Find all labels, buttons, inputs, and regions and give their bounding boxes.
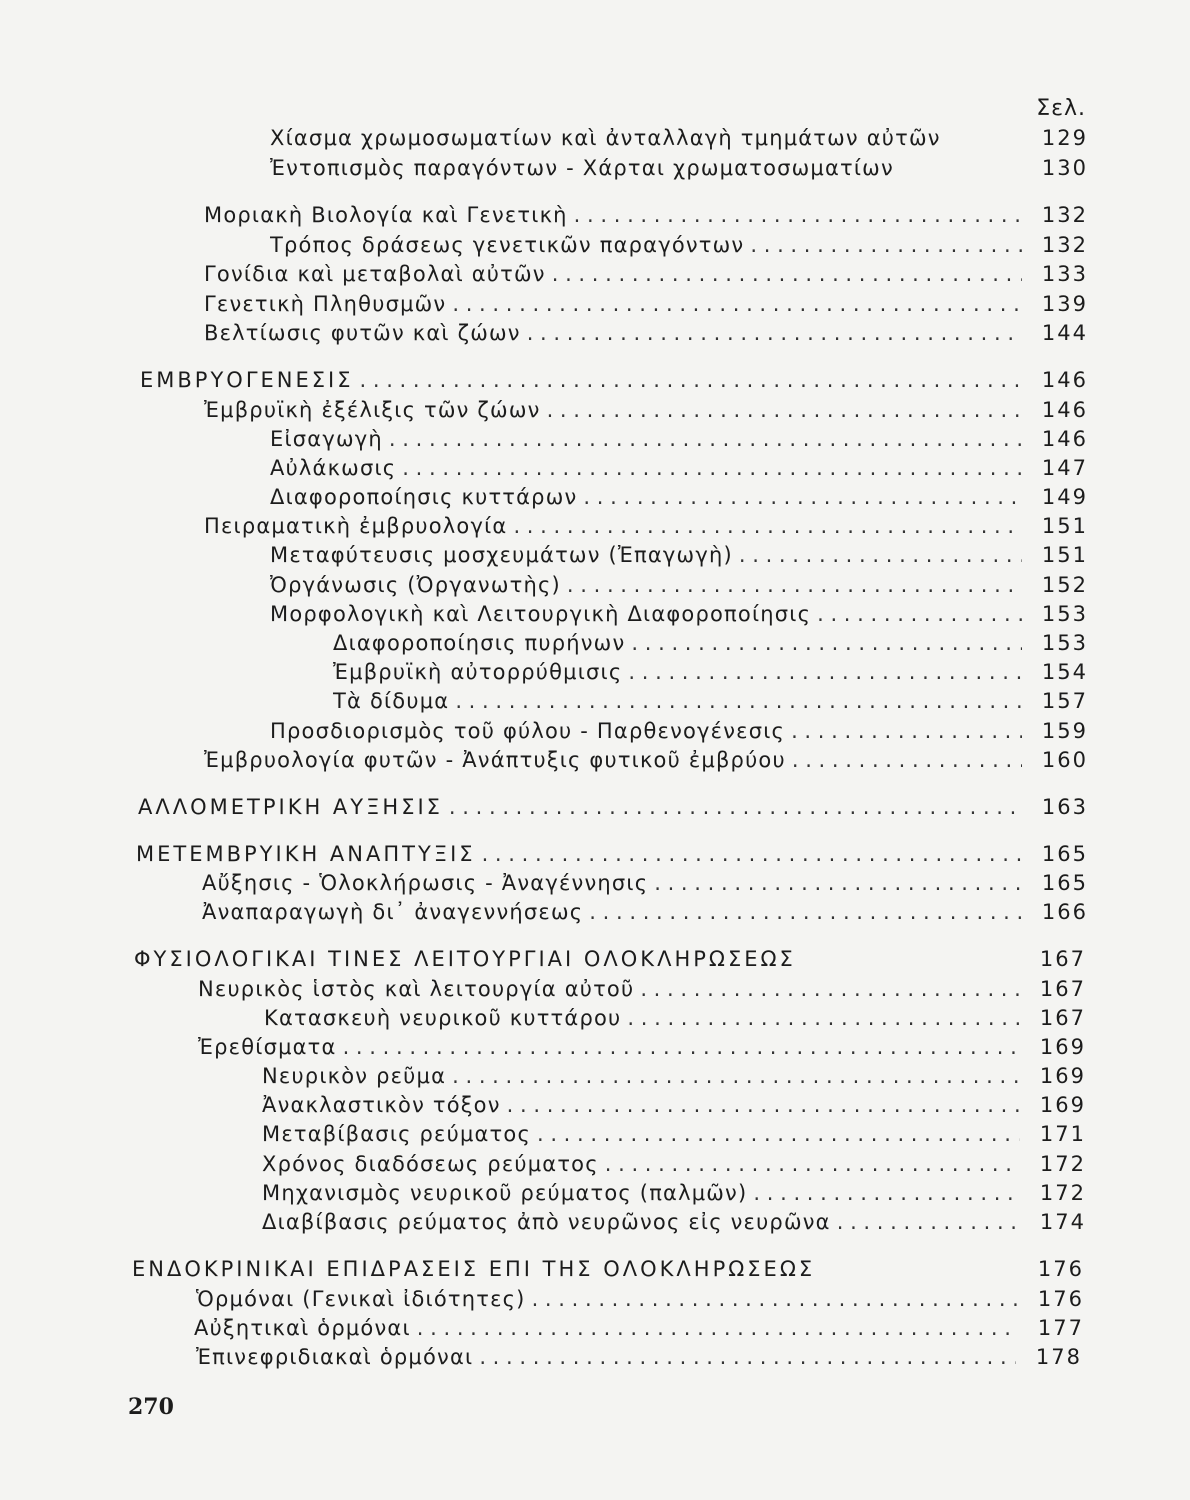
toc-leader-dots [479, 1345, 1016, 1369]
toc-entry-title: Αὐξητικαὶ ὁρμόναι [194, 1316, 411, 1340]
toc-entry [270, 427, 1088, 457]
toc-entry-page: 167 [1039, 977, 1086, 1001]
toc-entry-title: Γενετικὴ Πληθυσμῶν [204, 292, 447, 316]
toc-entry-page: 153 [1041, 602, 1088, 626]
toc-entry [204, 398, 1088, 428]
toc-section-title: ΕΜΒΡΥΟΓΕΝΕΣΙΣ [140, 368, 354, 392]
toc-entry-page: 174 [1039, 1210, 1086, 1234]
toc-leader-dots [389, 427, 1022, 451]
toc-section [134, 947, 1086, 977]
toc-entry-page: 146 [1041, 368, 1088, 392]
toc-entry-page: 139 [1041, 292, 1088, 316]
toc-entry-title: Κατασκευὴ νευρικοῦ κυττάρου [264, 1006, 622, 1030]
toc-entry [270, 719, 1088, 749]
toc-leader-dots [791, 719, 1022, 743]
toc-section [136, 842, 1088, 872]
toc-entry-title: Αὔξησις - Ὁλοκλήρωσις - Ἀναγέννησις [202, 871, 649, 895]
toc-entry-page: 169 [1039, 1064, 1086, 1088]
toc-leader-dots [449, 795, 1022, 819]
toc-leader-dots [753, 1181, 1020, 1205]
toc-leader-dots [552, 262, 1022, 286]
toc-leader-dots [507, 1093, 1020, 1117]
toc-entry [333, 631, 1088, 661]
toc-leader-dots [574, 203, 1022, 227]
toc-entry [270, 233, 1088, 263]
toc-section [140, 368, 1088, 398]
toc-entry-page: 149 [1041, 485, 1088, 509]
toc-leader-dots [452, 1064, 1020, 1088]
toc-entry-page: 146 [1041, 398, 1088, 422]
toc-entry-title: Ὀργάνωσις (Ὀργανωτὴς) [270, 573, 561, 597]
toc-entry [262, 1210, 1086, 1240]
toc-entry [262, 1122, 1086, 1152]
toc-entry-page: 166 [1041, 900, 1088, 924]
toc-entry-page: 167 [1039, 1006, 1086, 1030]
toc-section [132, 1257, 1084, 1287]
toc-leader-dots [640, 977, 1020, 1001]
toc-entry-title: Βελτίωσις φυτῶν καὶ ζώων [204, 321, 521, 345]
toc-entry-page: 176 [1037, 1287, 1084, 1311]
toc-entry [198, 977, 1086, 1007]
toc-entry-page: 172 [1039, 1152, 1086, 1176]
toc-entry-title: Μορφολογικὴ καὶ Λειτουργικὴ Διαφοροποίησις [270, 602, 812, 626]
toc-entry-page: 159 [1041, 719, 1088, 743]
toc-entry-title: Μοριακὴ Βιολογία καὶ Γενετικὴ [204, 203, 568, 227]
toc-leader-dots [605, 1152, 1020, 1176]
toc-entry-title: Εἰσαγωγὴ [270, 427, 383, 451]
toc-entry-title: Μεταφύτευσις μοσχευμάτων (Ἐπαγωγὴ) [270, 543, 733, 567]
toc-entry-page: 144 [1041, 321, 1088, 345]
toc-leader-dots [547, 398, 1022, 422]
toc-entry-title: Νευρικὸν ρεῦμα [262, 1064, 447, 1088]
toc-entry-title: Πειραματικὴ ἐμβρυολογία [204, 514, 508, 538]
toc-entry [264, 1006, 1086, 1036]
toc-entry [270, 573, 1088, 603]
toc-entry [270, 456, 1088, 486]
toc-entry-title: Μεταβίβασις ρεύματος [262, 1122, 531, 1146]
toc-entry-page: 151 [1041, 514, 1088, 538]
toc-section-title: ΕΝΔΟΚΡΙΝΙΚΑΙ ΕΠΙΔΡΑΣΕΙΣ ΕΠΙ ΤΗΣ ΟΛΟΚΛΗΡΩΣΕΩΣ [132, 1257, 816, 1281]
toc-entry-page: 157 [1041, 689, 1088, 713]
toc-entry [333, 660, 1088, 690]
toc-entry [262, 1064, 1086, 1094]
toc-entry [270, 602, 1088, 632]
toc-leader-dots [583, 485, 1022, 509]
toc-entry [262, 1181, 1086, 1211]
toc-entry [262, 1152, 1086, 1182]
toc-entry-title: Προσδιορισμὸς τοῦ φύλου - Παρθενογένεσις [270, 719, 786, 743]
toc-entry-title: Ὁρμόναι (Γενικαὶ ἰδιότητες) [196, 1287, 526, 1311]
toc-entry-title: Τρόπος δράσεως γενετικῶν παραγόντων [270, 233, 745, 257]
toc-entry-page: 160 [1041, 748, 1088, 772]
toc-leader-dots [628, 660, 1022, 684]
toc-entry-title: Διαφοροποίησις πυρήνων [333, 631, 626, 655]
toc-entry-title: Διαφοροποίησις κυττάρων [270, 485, 578, 509]
toc-entry-page: 169 [1039, 1093, 1086, 1117]
toc-entry-page: 151 [1041, 543, 1088, 567]
toc-entry-page: 129 [1041, 126, 1088, 150]
toc-entry-page: 130 [1041, 156, 1088, 180]
toc-leader-dots [537, 1122, 1020, 1146]
toc-entry [270, 156, 1088, 186]
toc-entry [204, 514, 1088, 544]
toc-section-title: ΑΛΛΟΜΕΤΡΙΚΗ ΑΥΞΗΣΙΣ [138, 795, 443, 819]
page-number: 270 [128, 1394, 174, 1420]
toc-entry-page: 172 [1039, 1181, 1086, 1205]
toc-entry [204, 203, 1088, 233]
toc-entry-title: Ἐπινεφριδιακαὶ ὁρμόναι [196, 1345, 474, 1369]
toc-entry-page: 132 [1041, 233, 1088, 257]
toc-entry-page: 167 [1039, 947, 1086, 971]
toc-entry-page: 177 [1037, 1316, 1084, 1340]
toc-entry-page: 163 [1041, 795, 1088, 819]
page-column-header: Σελ. [1036, 96, 1086, 121]
toc-leader-dots [455, 689, 1022, 713]
toc-entry-title: Ἀναπαραγωγὴ δι᾽ ἀναγεννήσεως [202, 900, 584, 924]
toc-leader-dots [792, 748, 1022, 772]
toc-entry [270, 126, 1088, 156]
toc-entry [262, 1093, 1086, 1123]
toc-entry-title: Γονίδια καὶ μεταβολαὶ αὐτῶν [204, 262, 546, 286]
toc-section-title: ΜΕΤΕΜΒΡΥΙΚΗ ΑΝΑΠΤΥΞΙΣ [136, 842, 476, 866]
toc-leader-dots [750, 233, 1022, 257]
toc-entry-page: 132 [1041, 203, 1088, 227]
toc-entry [270, 543, 1088, 573]
toc-entry [196, 1287, 1084, 1317]
toc-entry [204, 748, 1088, 778]
toc-entry-page: 133 [1041, 262, 1088, 286]
toc-leader-dots [452, 292, 1022, 316]
toc-entry-page: 171 [1039, 1122, 1086, 1146]
toc-leader-dots [513, 514, 1022, 538]
toc-entry-page: 178 [1035, 1345, 1082, 1369]
toc-entry-title: Ἐντοπισμὸς παραγόντων - Χάρται χρωματοσωματίων [270, 156, 894, 180]
toc-entry-title: Μηχανισμὸς νευρικοῦ ρεύματος (παλμῶν) [262, 1181, 748, 1205]
toc-leader-dots [654, 871, 1022, 895]
toc-entry-page: 176 [1037, 1257, 1084, 1281]
toc-entry [194, 1316, 1084, 1346]
toc-entry [204, 292, 1088, 322]
toc-entry-title: Ἐμβρυϊκὴ ἐξέλιξις τῶν ζώων [204, 398, 541, 422]
toc-leader-dots [343, 1035, 1020, 1059]
toc-leader-dots [631, 631, 1022, 655]
toc-entry-title: Ἐμβρυϊκὴ αὐτορρύθμισις [333, 660, 623, 684]
toc-leader-dots [739, 543, 1022, 567]
toc-section [138, 795, 1088, 825]
toc-leader-dots [360, 368, 1023, 392]
toc-entry [204, 321, 1088, 351]
toc-leader-dots [417, 1316, 1018, 1340]
toc-entry-title: Ἐρεθίσματα [198, 1035, 337, 1059]
toc-entry [202, 900, 1088, 930]
toc-leader-dots [837, 1210, 1020, 1234]
toc-entry-title: Χίασμα χρωμοσωματίων καὶ ἀνταλλαγὴ τμημάτων αὐτῶν [270, 126, 941, 150]
toc-leader-dots [482, 842, 1022, 866]
toc-entry-page: 169 [1039, 1035, 1086, 1059]
toc-entry-title: Χρόνος διαδόσεως ρεύματος [262, 1152, 599, 1176]
toc-entry [333, 689, 1088, 719]
toc-entry [270, 485, 1088, 515]
toc-entry-page: 153 [1041, 631, 1088, 655]
toc-leader-dots [532, 1287, 1018, 1311]
toc-section-title: ΦΥΣΙΟΛΟΓΙΚΑΙ ΤΙΝΕΣ ΛΕΙΤΟΥΡΓΙΑΙ ΟΛΟΚΛΗΡΩΣΕΩΣ [134, 947, 796, 971]
toc-leader-dots [627, 1006, 1020, 1030]
toc-entry-page: 154 [1041, 660, 1088, 684]
toc-entry-page: 146 [1041, 427, 1088, 451]
toc-entry [204, 262, 1088, 292]
toc-leader-dots [527, 321, 1022, 345]
toc-entry-title: Διαβίβασις ρεύματος ἀπὸ νευρῶνος εἰς νευρῶνα [262, 1210, 831, 1234]
toc-leader-dots [402, 456, 1022, 480]
toc-entry [202, 871, 1088, 901]
toc-entry [196, 1345, 1082, 1375]
toc-entry-title: Τὰ δίδυμα [333, 689, 450, 713]
toc-entry-title: Αὐλάκωσις [270, 456, 397, 480]
toc-entry-page: 165 [1041, 871, 1088, 895]
toc-leader-dots [567, 573, 1022, 597]
toc-entry-title: Ἀνακλαστικὸν τόξον [262, 1093, 501, 1117]
toc-entry-page: 147 [1041, 456, 1088, 480]
toc-entry-title: Νευρικὸς ἱστὸς καὶ λειτουργία αὐτοῦ [198, 977, 635, 1001]
toc-entry-page: 165 [1041, 842, 1088, 866]
toc-leader-dots [817, 602, 1022, 626]
toc-entry-page: 152 [1041, 573, 1088, 597]
toc-entry [198, 1035, 1086, 1065]
toc-leader-dots [589, 900, 1022, 924]
toc-entry-title: Ἐμβρυολογία φυτῶν - Ἀνάπτυξις φυτικοῦ ἐμβρύου [204, 748, 786, 772]
